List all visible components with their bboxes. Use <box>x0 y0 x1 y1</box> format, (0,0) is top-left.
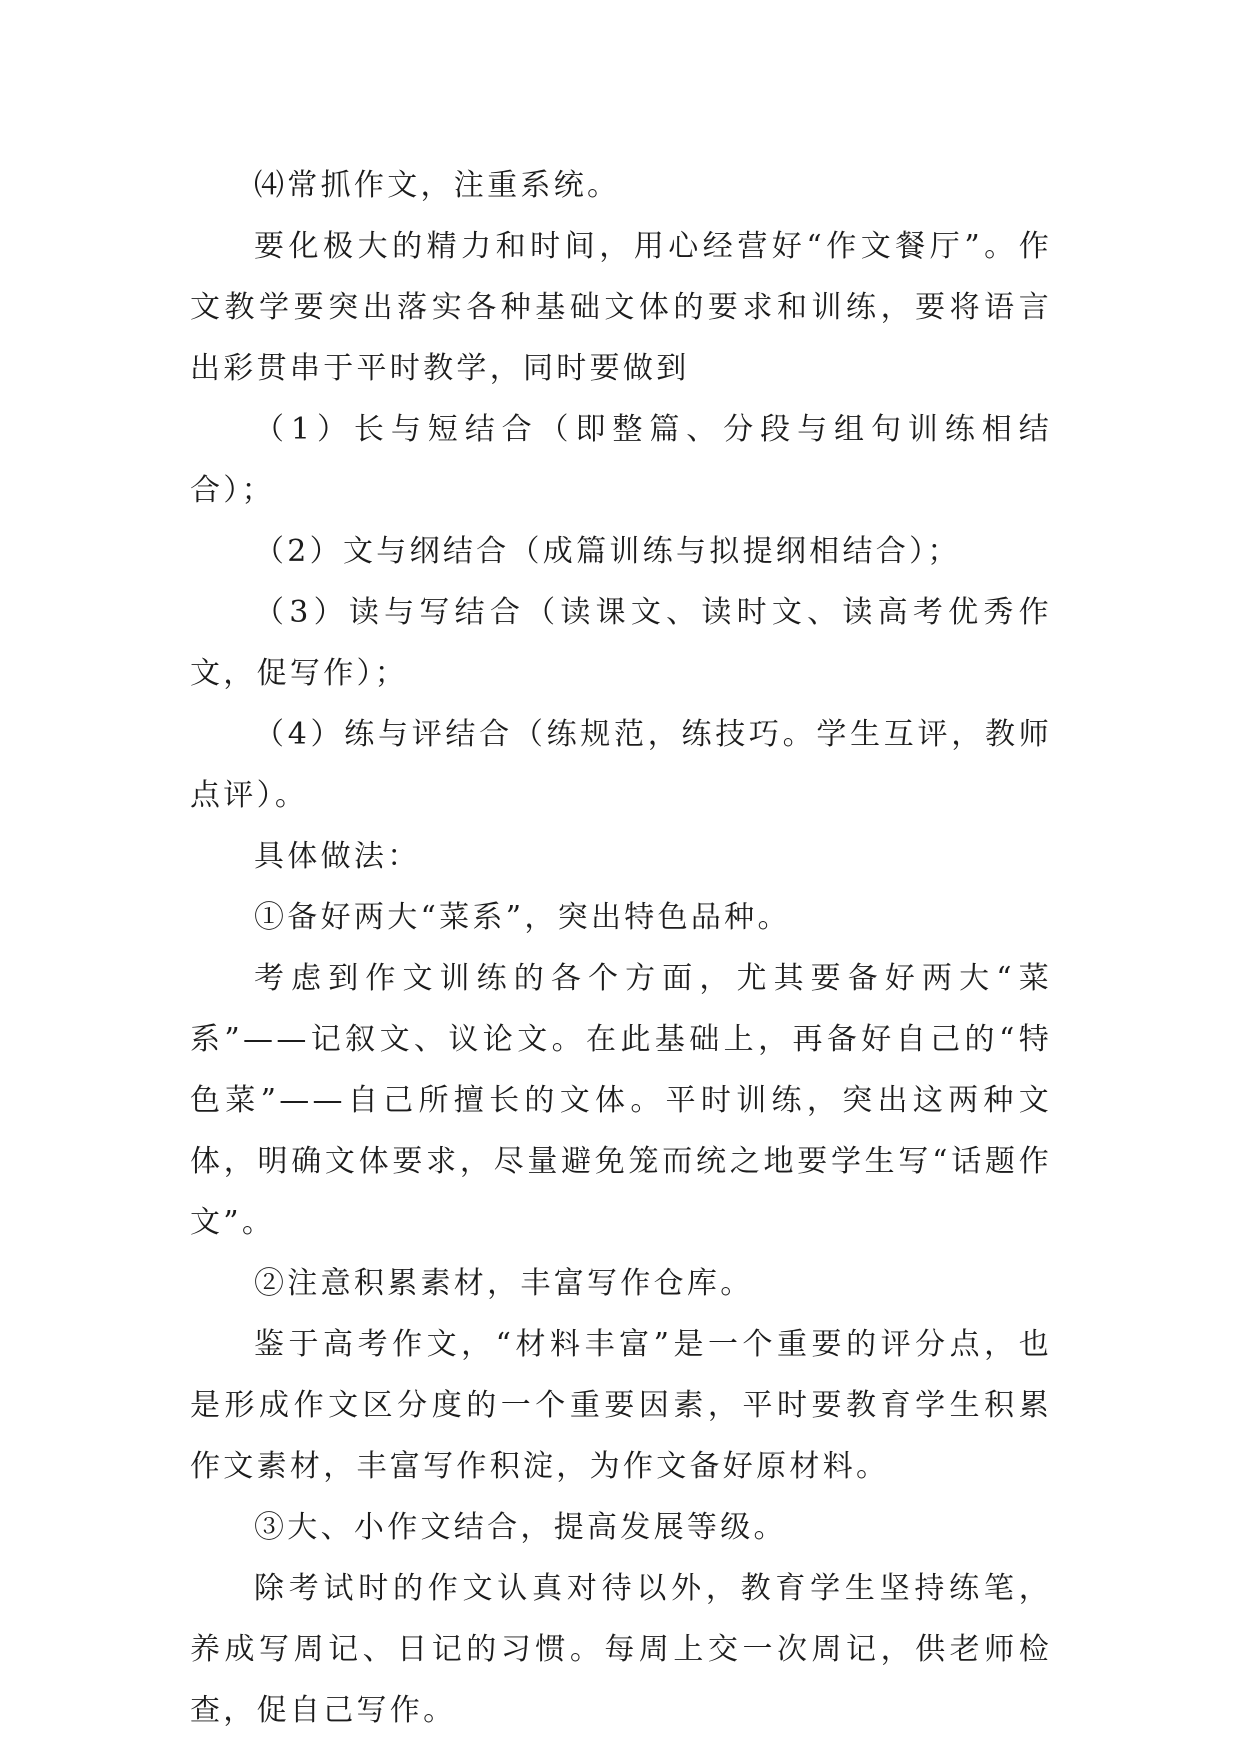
list-item-3: （3）读与写结合（读课文、读时文、读高考优秀作文，促写作）； <box>190 595 1052 691</box>
document-body <box>190 155 1052 1741</box>
list-item-4: （4）练与评结合（练规范，练技巧。学生互评，教师点评）。 <box>190 717 1052 813</box>
method-3-body: 除考试时的作文认真对待以外，教育学生坚持练笔，养成写周记、日记的习惯。每周上交一次周记，供老师检查，促自己写作。 <box>190 1571 1052 1728</box>
method-3-heading: ③大、小作文结合，提高发展等级。 <box>254 1510 787 1545</box>
paragraph-composition-intro: 要化极大的精力和时间，用心经营好“作文餐厅”。作文教学要突出落实各种基础文体的要求和训练，要将语言出彩贯串于平时教学，同时要做到 <box>190 229 1052 386</box>
method-2-body: 鉴于高考作文，“材料丰富”是一个重要的评分点，也是形成作文区分度的一个重要因素，平时要教育学生积累作文素材，丰富写作积淀，为作文备好原材料。 <box>190 1327 1052 1484</box>
paragraph-4-heading: ⑷常抓作文，注重系统。 <box>254 168 621 203</box>
list-item-1: （1）长与短结合（即整篇、分段与组句训练相结合）； <box>190 412 1052 508</box>
method-1-heading: ①备好两大“菜系”，突出特色品种。 <box>254 900 791 935</box>
method-1-body: 考虑到作文训练的各个方面，尤其要备好两大“菜系”——记叙文、议论文。在此基础上，再备好自己的“特色菜”——自己所擅长的文体。平时训练，突出这两种文体，明确文体要求，尽量避免笼而统之地要学生写“话题作文”。 <box>190 961 1052 1240</box>
list-item-2: （2）文与纲结合（成篇训练与拟提纲相结合）； <box>254 534 961 569</box>
method-2-heading: ②注意积累素材，丰富写作仓库。 <box>254 1266 754 1301</box>
method-heading: 具体做法： <box>254 839 421 874</box>
